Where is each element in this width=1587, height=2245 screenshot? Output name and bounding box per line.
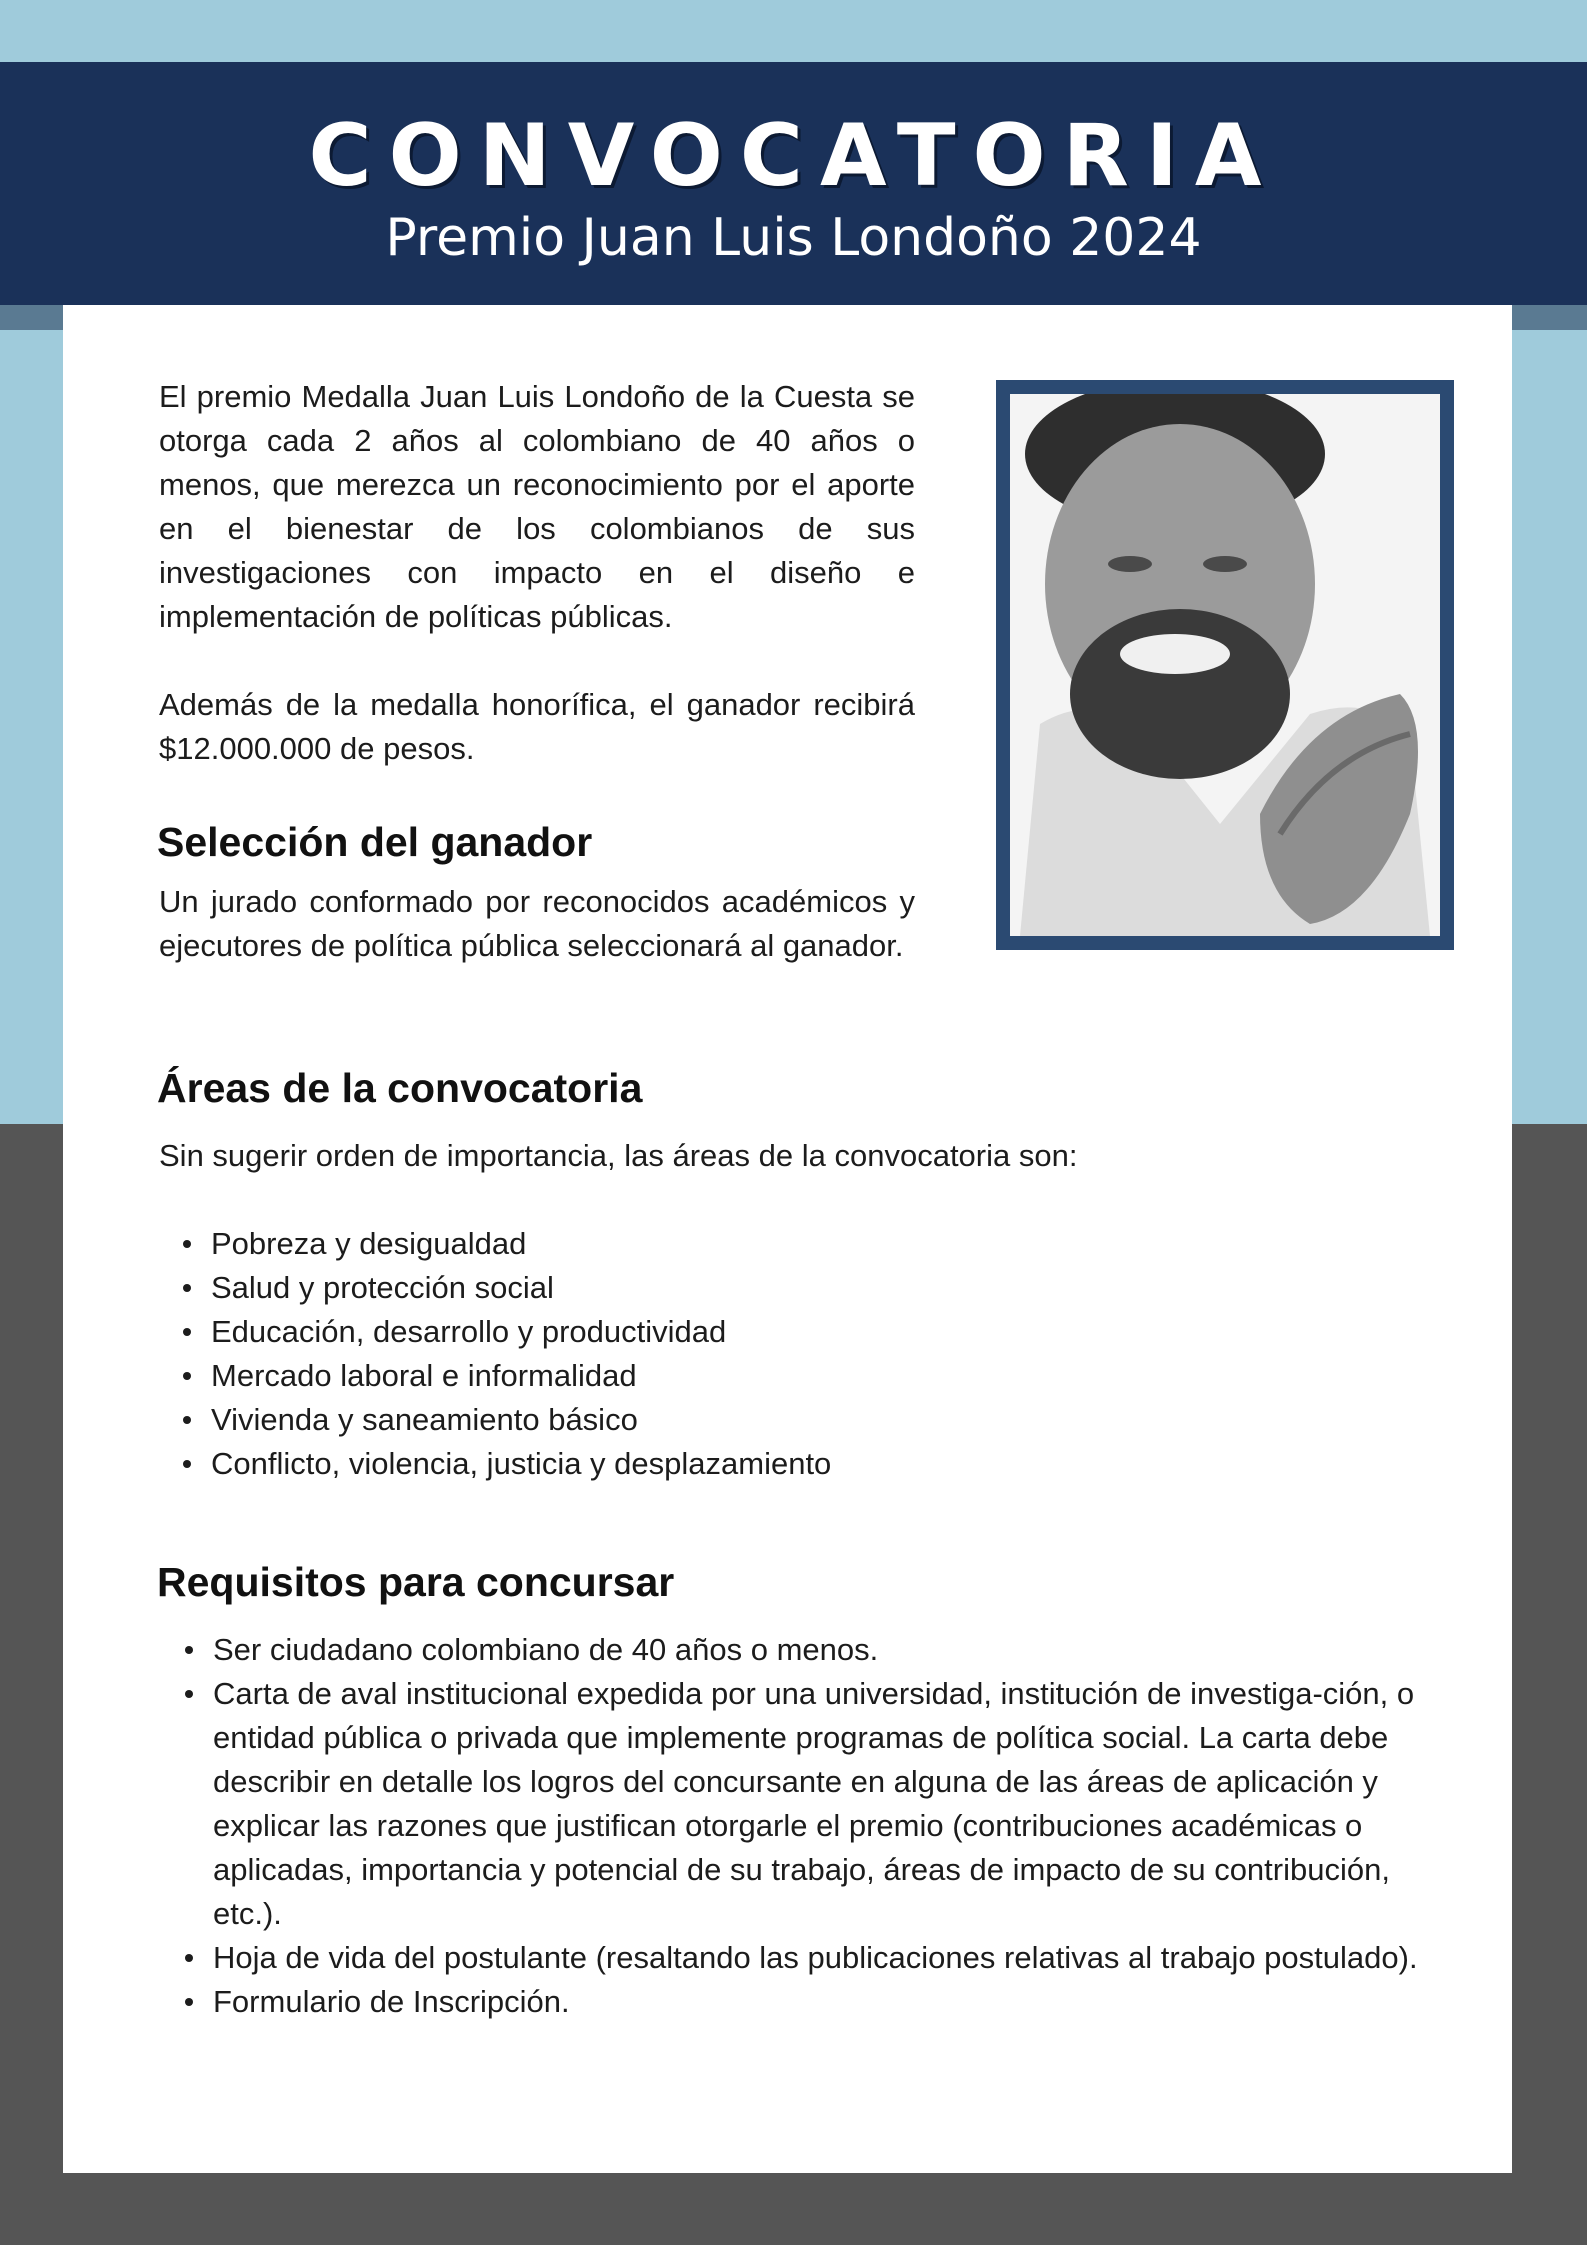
portrait-illustration	[1010, 394, 1440, 936]
portrait-frame	[996, 380, 1454, 950]
portrait-photo-icon	[1010, 394, 1440, 936]
requisitos-list	[185, 1628, 1435, 2024]
requisitos-heading: Requisitos para concursar	[157, 1559, 675, 1605]
areas-list	[183, 1222, 1283, 1486]
list-item: Carta de aval institucional expedida por una universidad, institución de investiga-ción, o entidad pública o privada que implemente programas de política social. La carta debe describir en detalle los logros del concursante en alguna de las áreas de aplicación y explicar las razones que justifican otorgarle el premio (contribuciones académicas o aplicadas, importancia y potencial de su trabajo, áreas de impacto de su contribución, etc.).	[185, 1672, 1435, 1936]
areas-heading: Áreas de la convocatoria	[157, 1065, 643, 1111]
list-item: Mercado laboral e informalidad	[183, 1354, 1283, 1398]
page-subtitle: Premio Juan Luis Londoño 2024	[385, 208, 1202, 268]
seleccion-heading: Selección del ganador	[157, 819, 593, 865]
list-item: Ser ciudadano colombiano de 40 años o menos.	[185, 1628, 1435, 1672]
list-item: Formulario de Inscripción.	[185, 1980, 1435, 2024]
seleccion-text: Un jurado conformado por reconocidos académicos y ejecutores de política pública seleccionará al ganador.	[159, 884, 915, 963]
page-title: CONVOCATORIA	[308, 106, 1279, 206]
prize-paragraph: Además de la medalla honorífica, el ganador recibirá $12.000.000 de pesos.	[159, 687, 915, 766]
list-item: Conflicto, violencia, justicia y desplazamiento	[183, 1442, 1283, 1486]
list-item: Pobreza y desigualdad	[183, 1222, 1283, 1266]
intro-paragraph: El premio Medalla Juan Luis Londoño de la Cuesta se otorga cada 2 años al colombiano de 40 años o menos, que merezca un reconocimiento por el aporte en el bienestar de los colombianos de sus investigaciones con impacto en el diseño e implementación de políticas públicas.	[159, 379, 915, 634]
list-item: Hoja de vida del postulante (resaltando las publicaciones relativas al trabajo postulado).	[185, 1936, 1435, 1980]
list-item: Salud y protección social	[183, 1266, 1283, 1310]
list-item: Vivienda y saneamiento básico	[183, 1398, 1283, 1442]
areas-intro: Sin sugerir orden de importancia, las áreas de la convocatoria son:	[159, 1138, 1078, 1173]
list-item: Educación, desarrollo y productividad	[183, 1310, 1283, 1354]
